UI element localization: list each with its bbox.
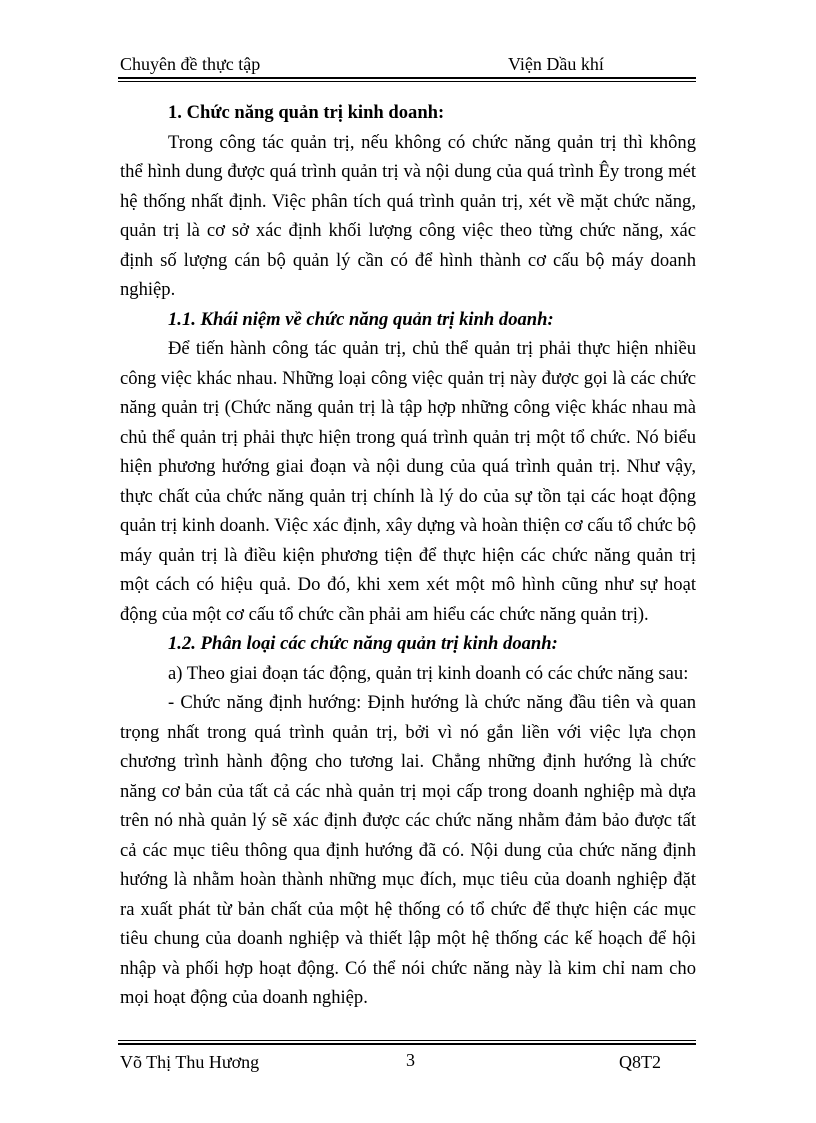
paragraph-stages: a) Theo giai đoạn tác động, quản trị kinh doanh có các chức năng sau: xyxy=(168,662,689,684)
paragraph-intro: Trong công tác quản trị, nếu không có chức năng quản trị thì không thể hình dung được quá trình quản trị và nội dung của quá trình Êy trong mét hệ thống nhất định. Việc phân tích quá trình quản trị, xét về mặt chức năng, quản trị là cơ sở xác định khối lượng công việc theo từng chức năng, xác định số lượng cán bộ quản lý cần có để hình thành cơ cấu bộ máy doanh nghiệp. xyxy=(120,131,696,300)
page-header xyxy=(118,52,696,80)
section-title: 1. Chức năng quản trị kinh doanh: xyxy=(168,102,445,123)
subsection-title-classification: 1.2. Phân loại các chức năng quản trị kinh doanh: xyxy=(168,633,558,654)
page-footer xyxy=(118,1040,696,1080)
footer-class-code: Q8T2 xyxy=(619,1052,661,1072)
footer-rule xyxy=(118,1043,696,1045)
page-number: 3 xyxy=(406,1050,415,1070)
paragraph-concept: Để tiến hành công tác quản trị, chủ thể quản trị phải thực hiện nhiều công việc khác nhau. Những loại công việc quản trị này được gọi là các chức năng quản trị (Chức năng quản trị là tập hợp những công việc khác nhau mà chủ thể quản trị phải thực hiện trong quá trình quản trị một tổ chức. Nó biểu hiện phương hướng giai đoạn và nội dung của quá trình quản trị. Như vậy, thực chất của chức năng quản trị chính là lý do của sự tồn tại các hoạt động quản trị kinh doanh. Việc xác định, xây dựng và hoàn thiện cơ cấu tổ chức bộ máy quản trị là điều kiện phương tiện để thực hiện các chức năng quản trị một cách có hiệu quả. Do đó, khi xem xét một mô hình cũng như sự hoạt động của một cơ cấu tổ chức cần phải am hiểu các chức năng quản trị). xyxy=(120,338,696,625)
header-rule xyxy=(118,77,696,79)
header-institution: Viện Dầu khí xyxy=(508,54,604,74)
paragraph-orientation-function: - Chức năng định hướng: Định hướng là chức năng đầu tiên và quan trọng nhất trong quá trình quản trị, bởi vì nó gắn liền với việc lựa chọn chương trình hành động cho tương lai. Chẳng những định hướng là chức năng cơ bản của tất cả các nhà quản trị mọi cấp trong doanh nghiệp mà dựa trên nó nhà quản lý sẽ xác định được các chức năng nhằm đảm bảo được tất cả các mục tiêu thông qua định hướng đã có. Nội dung của chức năng định hướng là nhằm hoàn thành những mục đích, mục tiêu của doanh nghiệp đặt ra xuất phát từ bản chất của một hệ thống có tổ chức để thực hiện các mục tiêu chung của doanh nghiệp và thiết lập một hệ thống các kế hoạch để hội nhập và phối hợp hoạt động. Có thể nói chức năng này là kim chỉ nam cho mọi hoạt động của doanh nghiệp. xyxy=(120,692,696,1008)
header-rule-thin xyxy=(118,81,696,82)
subsection-title-concept: 1.1. Khái niệm về chức năng quản trị kinh doanh: xyxy=(168,308,554,330)
footer-author: Võ Thị Thu Hương xyxy=(120,1052,260,1072)
page-body xyxy=(120,98,696,1013)
header-document-type: Chuyên đề thực tập xyxy=(120,54,261,74)
footer-rule-thin xyxy=(118,1040,696,1041)
